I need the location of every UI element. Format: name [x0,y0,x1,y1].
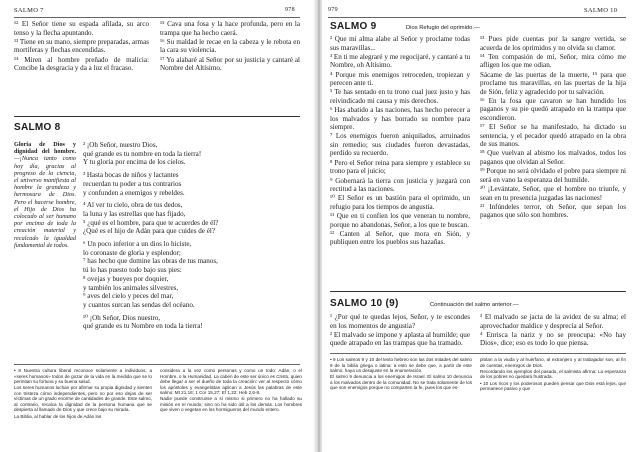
psalm8-intro [14,141,76,249]
commentary-psalm9-a [330,357,472,392]
psalm9-title: SALMO 9 [330,21,377,32]
poem-line: y confunden a enemigos y rebeldes. [83,188,185,197]
page-number-right: 979 [328,7,338,13]
commentary-paragraph: • 9 Los salmos 9 y 10 del texto hebreo son las dos mitades del salmo 9 de la biblia griega o latina: a esto se debe que, a partir de este salmo, haya un desajuste en la enumeración. [330,357,472,373]
verse-paragraph: ⁴ Enrisca la nariz y no se preocupa: «No hay Dios», dice; eso es todo lo que piensa. [480,330,626,348]
verse-paragraph: ⁴ Porque mis enemigos retroceden, tropiezan y perecen ante ti. [330,70,470,88]
verse-paragraph: ¹² Canten al Señor, que mora en Sión, y publiquen entre los pueblos sus hazañas. [330,229,470,247]
commentary-paragraph: plotan a la viuda y al huérfano, al extranjero y al trabajador son, al fin de cuentas, enemigos de Dios. [480,357,626,368]
poem-line: y también los animales silvestres, [83,283,179,292]
poem-line: ⁷ has hecho que domine las obras de tus manos, [83,257,218,266]
poem-line: y cuantos surcan las sendas del océano. [83,300,195,309]
left-page [0,0,316,452]
poem-line: ⁸ ovejas y bueyes por doquier, [83,274,169,283]
verse-paragraph: ¹³ Tiene en su mano, siempre preparadas, armas mortíferas y flechas encendidas. [14,37,149,55]
right-page [322,0,638,452]
verse-paragraph: ¹⁶ Su maldad le recae en la cabeza y le rebota en la cara su violencia. [160,37,300,55]
commentary-paragraph: Recordando los ejemplos del pasado, el salmista afirma: La esperanza de los pobres no quedará frustrada. [480,368,626,380]
verse-paragraph: ² Que mi alma alabe al Señor y proclame todas sus maravillas... [330,35,470,52]
notes-rule-right [330,353,626,354]
poem-line: ¿Qué es el hijo de Adán para que cuides de él? [83,227,215,236]
verse-paragraph: ³ El malvado se jacta de la avidez de su alma; el aprovechador maldice y desprecia al Señor. [480,313,626,330]
verse-paragraph: ³ En ti me alegraré y me regocijaré, y cantaré a tu Nombre, oh Altísimo. [330,52,470,70]
poem-line: recuerdan tu poder a tus contrarios [83,179,182,188]
psalm10-subtitle: Continuación del salmo anterior.— [430,302,519,308]
poem-line: Y tu gloria por encima de los cielos. [83,158,186,167]
commentary-psalm9-b [480,357,626,392]
poem-line: lo coronaste de gloria y esplendor; [83,248,181,257]
verse-paragraph: ¹⁰ El Señor es un bastión para el oprimido, un refugio para los tiempos de angustia. [330,194,470,211]
verse-paragraph: ⁸ Pero el Señor reina para siempre y establece su trono para el juicio; [330,158,470,176]
psalm8-poem [83,141,305,331]
commentary-psalm8-b [160,368,302,414]
running-header-right: SALMO 10 [584,7,618,14]
psalm9-subtitle: Dios Refugio del oprimido.— [406,25,480,31]
poem-line: la luna y las estrellas que has fijado, [83,209,186,218]
psalm9-column-b [480,35,626,221]
verse-paragraph: ¹ ¿Por qué te quedas lejos, Señor, y te escondes en los momentos de angustia? [330,313,470,330]
verse-paragraph: ¹⁹ Porque no será olvidado el pobre para siempre ni será en vano la esperanza del humilde. [480,167,626,184]
verse-paragraph: Sácame de las puertas de la muerte, ¹⁵ para que proclame tus maravillas, en las puertas de la hija de Sión, feliz y agradecido por tu salvación. [480,70,626,96]
verse-paragraph: ¹⁶ En la fosa que cavaron se han hundido los paganos y su pie quedó atrapado en la trampa que escondieron. [480,96,626,122]
poem-line: ⁴ Al ver tu cielo, obra de tus dedos, [83,201,183,210]
psalm7-column-b [160,20,300,73]
running-header-left: SALMO 7 [14,7,44,14]
commentary-paragraph: Los seres humanos luchan por afirmar su propia dignidad y sienten con tristeza cómo independientes, pero no por eso dejan de ser víctimas de un grado enorme de cantidades de grande. Este salmo, al contrario, recalca la dignidad de la persona humana que se despierta al llamado de Dios y que crece bajo su mirada. [14,385,152,413]
psalm7-column-a [14,20,149,73]
verse-paragraph: ¹⁸ Que vuelvan al abismo los malvados, todos los paganos que olvidan al Señor. [480,149,626,166]
psalm10-column-b [480,313,626,349]
verse-paragraph: ¹⁵ Cava una fosa y la hace profunda, pero en la trampa que ha hecho caerá. [160,20,300,37]
verse-paragraph: ¹⁷ Yo alabaré al Señor por su justicia y cantaré al Nombre del Altísimo. [160,55,300,73]
commentary-paragraph: Nadie puede construirse a sí mismo si primero no ha hallado su misión en el mundo; sino no ha sido útil a los demás. Los hombres que viven o vegetan en los hormigueros del mundo entero. [160,396,302,413]
verse-paragraph: ¹⁴ Miren al hombre preñado de malicia: Concibe la desgracia y da a luz el fracaso. [14,55,149,73]
poem-line: ² ¡Oh Señor, nuestro Dios, [83,141,158,149]
poem-line: qué grande es tu Nombre en toda la tierra! [83,322,203,331]
psalm10-rule [330,291,626,292]
poem-line: tú lo has puesto todo bajo sus pies: [83,266,182,275]
psalm8-intro-text: —¡Nunca tanto como hoy día, gracias al progreso de la ciencia, el universo manifiesta al hombre la grandeza y hermosura de Dios. Pero el hacerse hombre, el Hijo de Dios ha colocado al ser humano por encima de toda la creación material y recalcado la igualdad fundamental de todos. [14,155,76,249]
verse-paragraph: ² El malvado se impone y aplasta al humilde; que quede atrapado en las trampas que ha tramado. [330,330,470,348]
verse-paragraph: ⁹ Gobernará la tierra con justicia y juzgará con rectitud a las naciones. [330,176,470,194]
psalm8-title: SALMO 8 [14,122,61,133]
commentary-paragraph: El salmo 9 denuncia a los enemigos de Israel. El salmo 10 denuncia a los malvados dentro de la comunidad. No se trata solamente de los que son enemigos porque no comparten la fe, pues los que es- [330,374,472,391]
psalm8-intro-heading: Gloria de Dios y dignidad del hombre. [14,141,76,156]
psalm10-column-a [330,313,470,349]
commentary-paragraph: considera a la vez como personas y como un todo: Adán, o el Hombre, o la Humanidad. La caben de este ser único es Cristo, quien debe llegar a ser el dueño de toda la creación: ver al respecto cómo los apóstoles y evangelistas aplican a Jesús las palabras de este salmo: Mt 21,16; 1 Cor 15,27; Ef 1,22; Heb 2,6-8. [160,368,302,395]
commentary-psalm8-a [14,368,152,420]
poem-line: ¹⁰ ¡Oh Señor, Dios nuestro, [83,313,161,322]
poem-line: qué grande es tu nombre en toda la tierra! [83,149,202,158]
verse-paragraph: ¹² El Señor tiene su espada afilada, su arco tenso y la flecha apuntando. [14,20,149,37]
psalm10-title: SALMO 10 (9) [330,298,399,309]
psalm9-column-a [330,35,470,248]
verse-paragraph: ²⁰ ¡Levántate, Señor, que el hombre no triunfe, y sean en tu presencia juzgadas las naciones! [480,185,626,202]
verse-paragraph: ¹⁷ El Señor se ha manifestado, ha dictado su sentencia, y el pecador quedó atrapado en la obra de sus manos. [480,123,626,149]
poem-line: ³ Hasta bocas de niños y lactantes [83,171,179,180]
header-rule-right [328,17,626,18]
verse-paragraph: ¹⁴ Ten compasión de mí, Señor, mira cómo me afligen los que me odian. [480,52,626,70]
poem-line: ⁹ aves del cielo y peces del mar, [83,292,174,301]
page-number-left: 978 [285,7,295,13]
verse-paragraph: ¹¹ Que en ti confíen los que veneran tu nombre, porque no abandonas, Señor, a los que te buscan. [330,212,470,229]
psalm8-rule [14,116,300,117]
poem-line: ⁶ Un poco inferior a un dios lo hiciste, [83,240,192,249]
verse-paragraph: ¹³ Pues pide cuentas por la sangre vertida, se acuerda de los oprimidos y no olvida su clamor. [480,35,626,52]
commentary-paragraph: La Biblia, al hablar de los hijos de Adán los [14,413,102,419]
verse-paragraph: ²¹ Infúndeles terror, oh Señor, que sepan los paganos que sólo son hombres. [480,202,626,220]
notes-rule-left [14,364,300,365]
verse-paragraph: ⁵ Te has sentado en tu trono cual juez justo y has reivindicado mi causa y mis derechos. [330,88,470,105]
commentary-paragraph: • 8 Nuestra cultura liberal reconoce solamente a individuos, a «seres humanos» todos de gozar de la vida en la medida que se lo permitan su fortuna y su buena salud. [14,368,152,384]
verse-paragraph: ⁷ Los enemigos fueron aniquilados, arruinados sin remedio; sus ciudades fueron devastadas, perdido su recuerdo. [330,132,470,158]
header-rule-left [14,17,300,18]
poem-line: ⁵ ¿qué es el hombre, para que te acuerdes de él? [83,218,219,227]
commentary-paragraph: • 10 Los ricos y los poderosos pueden pensar que Dios está lejos, que permanece pasivo y que [480,380,626,392]
verse-paragraph: ⁶ Has abatido a las naciones, has hecho perecer a los malvados y has borrado su nombre para siempre. [330,106,470,132]
